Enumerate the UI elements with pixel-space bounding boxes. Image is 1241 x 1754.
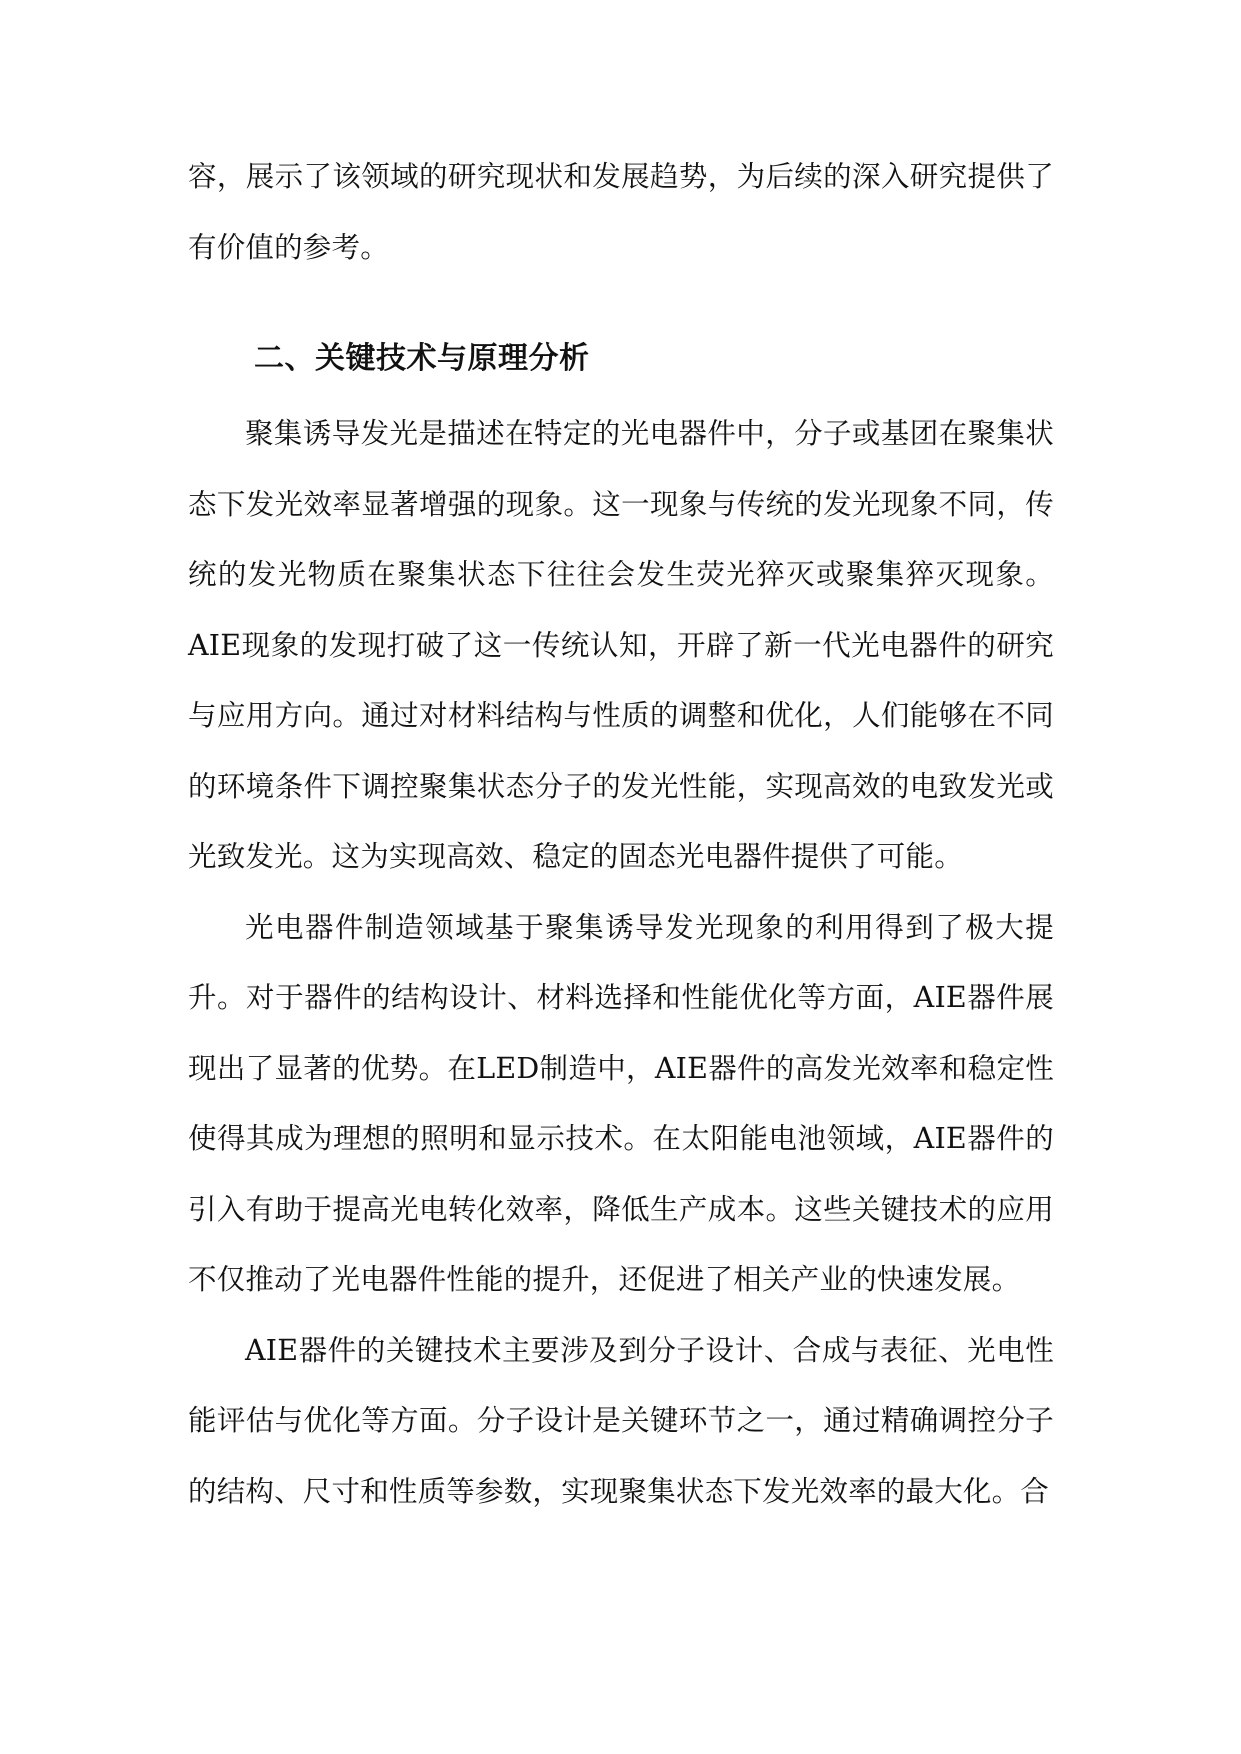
body-paragraph-1: 聚集诱导发光是描述在特定的光电器件中，分子或基团在聚集状态下发光效率显著增强的现象。这一现象与传统的发光现象不同，传统的发光物质在聚集状态下往往会发生荧光猝灭或聚集猝灭现象。AIE现象的发现打破了这一传统认知，开辟了新一代光电器件的研究与应用方向。通过对材料结构与性质的调整和优化，人们能够在不同的环境条件下调控聚集状态分子的发光性能，实现高效的电致发光或光致发光。这为实现高效、稳定的固态光电器件提供了可能。 [188,417,1054,873]
section-heading: 二、关键技术与原理分析 [254,341,590,376]
document-body [188,142,1054,1527]
body-paragraph-2: 光电器件制造领域基于聚集诱导发光现象的利用得到了极大提升。对于器件的结构设计、材料选择和性能优化等方面，AIE器件展现出了显著的优势。在LED制造中，AIE器件的高发光效率和稳定性使得其成为理想的照明和显示技术。在太阳能电池领域，AIE器件的引入有助于提高光电转化效率，降低生产成本。这些关键技术的应用不仅推动了光电器件性能的提升，还促进了相关产业的快速发展。 [188,910,1054,1296]
intro-paragraph: 容，展示了该领域的研究现状和发展趋势，为后续的深入研究提供了有价值的参考。 [188,160,1054,264]
body-paragraph-3: AIE器件的关键技术主要涉及到分子设计、合成与表征、光电性能评估与优化等方面。分子设计是关键环节之一，通过精确调控分子的结构、尺寸和性质等参数，实现聚集状态下发光效率的最大化。合 [188,1333,1054,1508]
